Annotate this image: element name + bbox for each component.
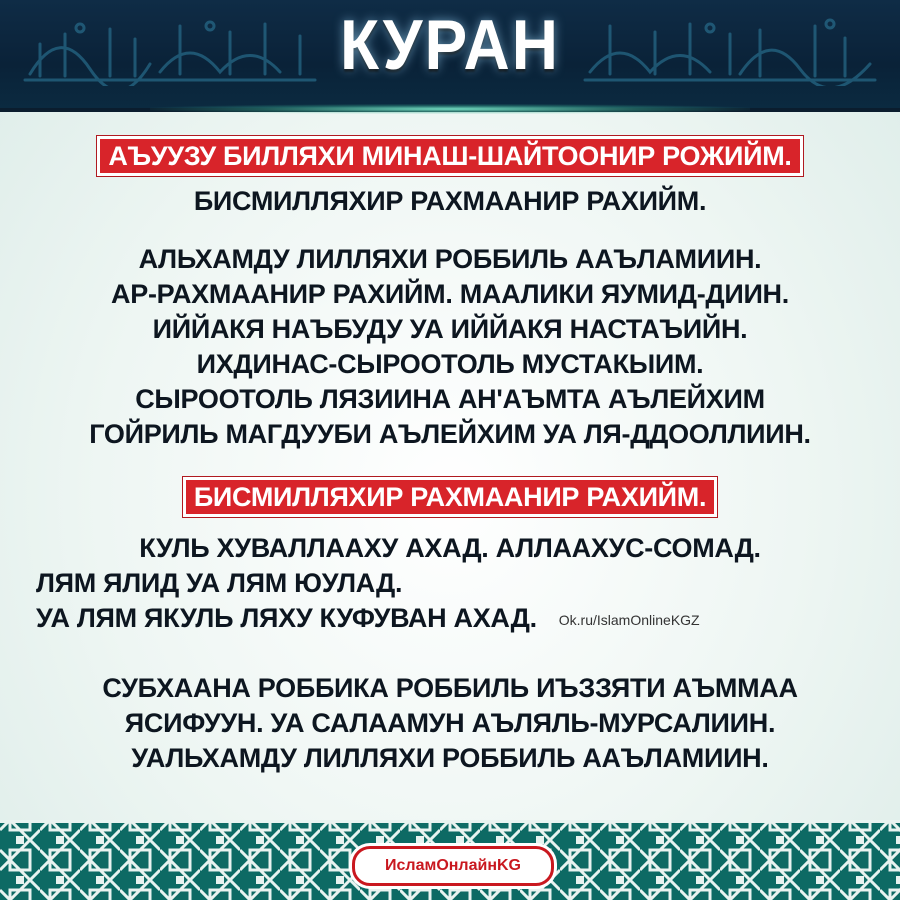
page-title: КУРАН <box>340 5 560 85</box>
text-line: АЛЬХАМДУ ЛИЛЛЯХИ РОББИЛЬ ААЪЛАМИИН. <box>138 244 762 274</box>
text-line: АР-РАХМААНИР РАХИЙМ. МААЛИКИ ЯУМИД-ДИИН. <box>111 279 789 309</box>
text-line <box>36 601 900 637</box>
text-line: ЯСИФУУН. УА САЛААМУН АЪЛЯЛЬ-МУРСАЛИИН. <box>124 708 776 738</box>
highlight-banner: АЪУУЗУ БИЛЛЯХИ МИНАШ-ШАЙТООНИР РОЖИЙМ. <box>97 136 802 176</box>
text-line: ИХДИНАС-СЫРООТОЛЬ МУСТАКЫИМ. <box>196 349 704 379</box>
text-line: ГОЙРИЛЬ МАГДУУБИ АЪЛЕЙХИМ УА ЛЯ-ДДООЛЛИИН. <box>89 419 811 449</box>
text-line-content: УА ЛЯМ ЯКУЛЬ ЛЯХУ КУФУВАН АХАД. <box>36 603 537 633</box>
text-line: ЛЯМ ЯЛИД УА ЛЯМ ЮУЛАД. <box>36 568 403 598</box>
text-line: БИСМИЛЛЯХИР РАХМААНИР РАХИЙМ. <box>193 186 707 216</box>
source-watermark: Ok.ru/IslamOnlineKGZ <box>558 611 700 628</box>
calligraphy-right-icon <box>580 14 880 86</box>
text-line: КУЛЬ ХУВАЛЛААХУ АХАД. АЛЛААХУС-СОМАД. <box>139 533 761 563</box>
text-line <box>0 477 900 517</box>
text-line <box>0 136 900 176</box>
header-banner <box>0 0 900 112</box>
text-line: УАЛЬХАМДУ ЛИЛЛЯХИ РОББИЛЬ ААЪЛАМИИН. <box>131 743 769 773</box>
footer-badge: ИсламОнлайнKG <box>352 846 554 886</box>
highlight-banner: БИСМИЛЛЯХИР РАХМААНИР РАХИЙМ. <box>183 477 717 517</box>
header-glow <box>150 104 750 114</box>
text-line: СУБХААНА РОББИКА РОББИЛЬ ИЪЗЗЯТИ АЪММАА <box>102 673 798 703</box>
text-line: СЫРООТОЛЬ ЛЯЗИИНА АН'АЪМТА АЪЛЕЙХИМ <box>135 384 765 414</box>
text-line: ИЙЙАКЯ НАЪБУДУ УА ИЙЙАКЯ НАСТАЪИЙН. <box>152 314 748 344</box>
